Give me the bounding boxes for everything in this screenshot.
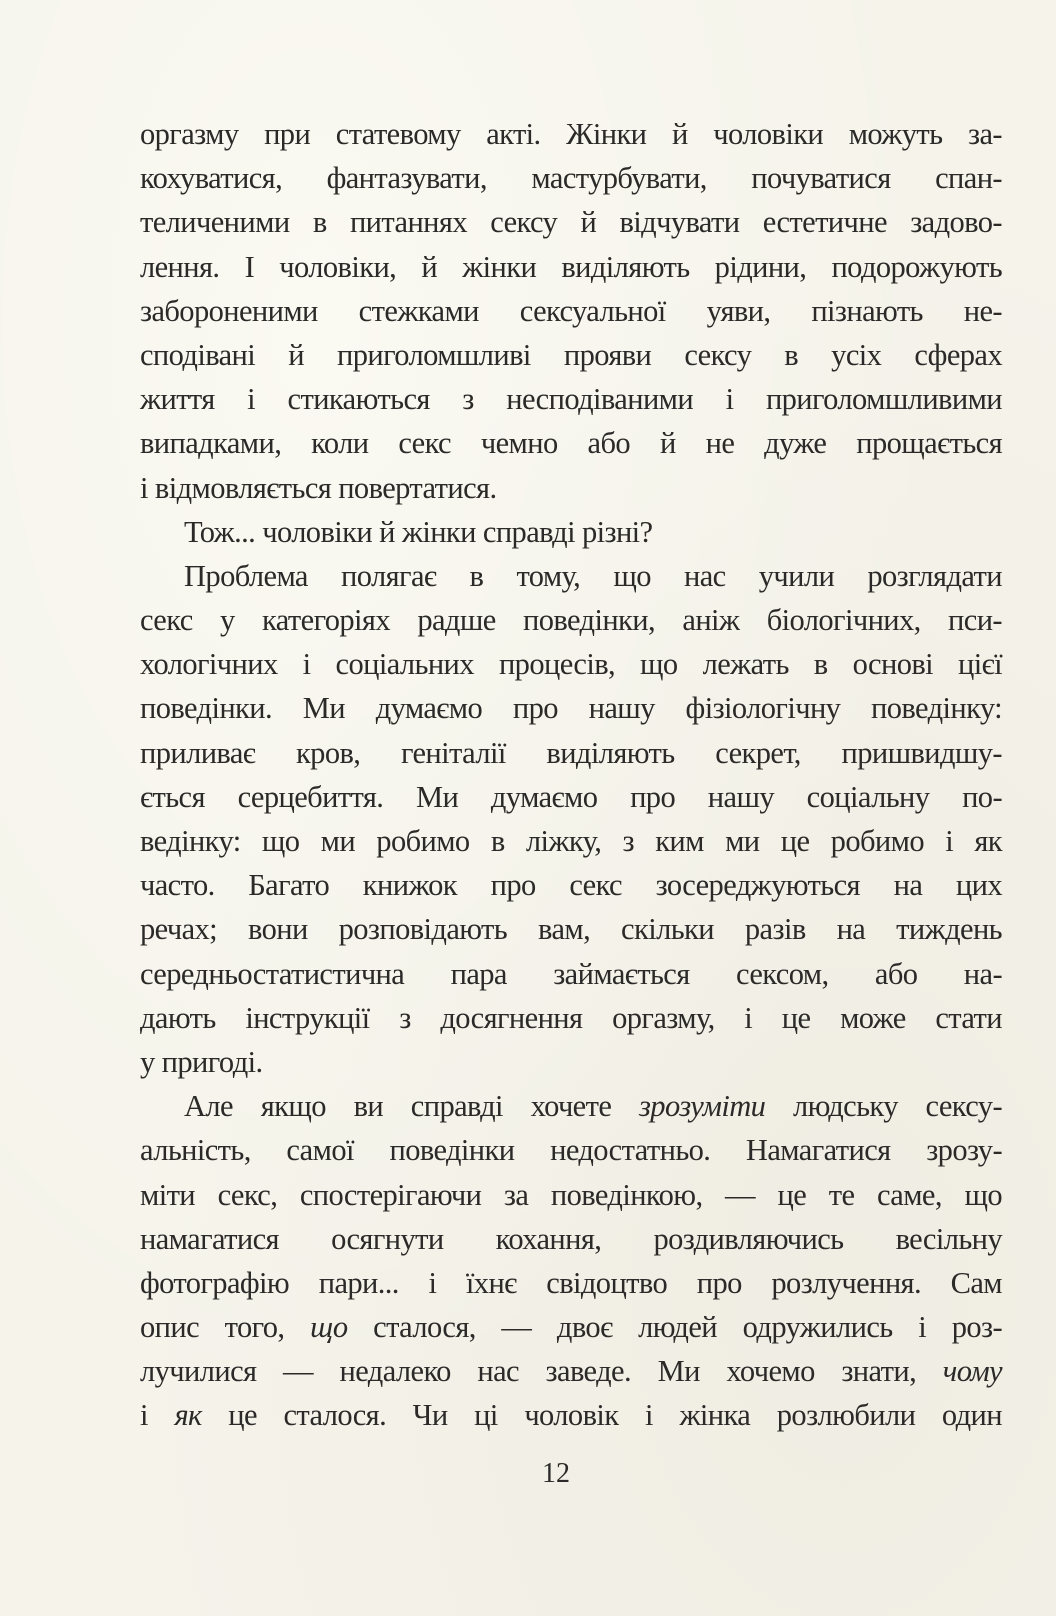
text-line: кохуватися, фантазувати, мастурбувати, почуватися спан-	[140, 161, 1002, 196]
text-line: фотографію пари... і їхнє свідоцтво про розлучення. Сам	[140, 1265, 1002, 1300]
text-line: альність, самої поведінки недостатньо. Намагатися зрозу-	[140, 1133, 1002, 1168]
text-line: Проблема полягає в тому, що нас учили розглядати	[184, 558, 1002, 593]
text-run: Але якщо ви справді хочете	[184, 1089, 639, 1124]
text-line	[140, 1305, 1002, 1349]
text-line: середньостатистична пара займається сексом, або на-	[140, 956, 1002, 991]
text-line: у пригоді.	[140, 1044, 263, 1079]
text-line: забороненими стежками сексуальної уяви, пізнають не-	[140, 293, 1002, 328]
paragraph-heading-question: Тож... чоловіки й жінки справді різні?	[184, 514, 653, 549]
text-line: приливає кров, геніталії виділяють секрет, пришвидшу-	[140, 735, 1002, 770]
text-run: опис того,	[140, 1310, 311, 1345]
text-line: ється серцебиття. Ми думаємо про нашу соціальну по-	[140, 779, 1002, 814]
emphasis-text: зрозуміти	[639, 1089, 766, 1124]
text-line: дають інструкції з досягнення оргазму, і це може стати	[140, 1000, 1002, 1035]
text-line: секс у категоріях радше поведінки, аніж біологічних, пси-	[140, 603, 1002, 638]
text-line	[140, 1084, 1002, 1128]
text-line: поведінки. Ми думаємо про нашу фізіологічну поведінку:	[140, 691, 1002, 726]
text-run: людську сексу-	[765, 1089, 1002, 1124]
text-line: випадками, коли секс чемно або й не дуже прощається	[140, 426, 1002, 461]
text-line: сподівані й приголомшливі прояви сексу в усіх сферах	[140, 337, 1002, 372]
text-line: оргазму при статевому акті. Жінки й чоловіки можуть за-	[140, 117, 1002, 151]
text-line	[140, 1393, 1002, 1437]
text-line: лення. І чоловіки, й жінки виділяють рідини, подорожують	[140, 249, 1002, 284]
text-run: і	[140, 1398, 175, 1433]
text-line: намагатися осягнути кохання, роздивляючись весільну	[140, 1221, 1002, 1256]
text-line	[140, 1349, 1002, 1393]
text-line: ведінку: що ми робимо в ліжку, з ким ми це робимо і як	[140, 824, 1002, 858]
text-run: це сталося. Чи ці чоловік і жінка розлюбили один	[201, 1398, 1002, 1433]
text-run: сталося, — двоє людей одружились і роз-	[347, 1310, 1002, 1345]
text-line: часто. Багато книжок про секс зосереджуються на цих	[140, 868, 1002, 903]
text-line: хологічних і соціальних процесів, що лежать в основі цієї	[140, 647, 1002, 682]
emphasis-text: що	[310, 1310, 348, 1345]
text-line: теличеними в питаннях сексу й відчувати естетичне задово-	[140, 205, 1002, 240]
text-run: лучилися — недалеко нас заведе. Ми хочемо знати,	[140, 1354, 943, 1389]
emphasis-text: як	[174, 1398, 202, 1433]
page-number: 12	[542, 1458, 570, 1489]
text-line: і відмовляється повертатися.	[140, 470, 497, 505]
text-line: міти секс, спостерігаючи за поведінкою, — це те саме, що	[140, 1177, 1002, 1212]
body-text	[140, 112, 1002, 1438]
emphasis-text: чому	[942, 1354, 1002, 1389]
text-line: життя і стикаються з несподіваними і приголомшливими	[140, 382, 1002, 417]
text-line: речах; вони розповідають вам, скільки разів на тиждень	[140, 912, 1002, 947]
